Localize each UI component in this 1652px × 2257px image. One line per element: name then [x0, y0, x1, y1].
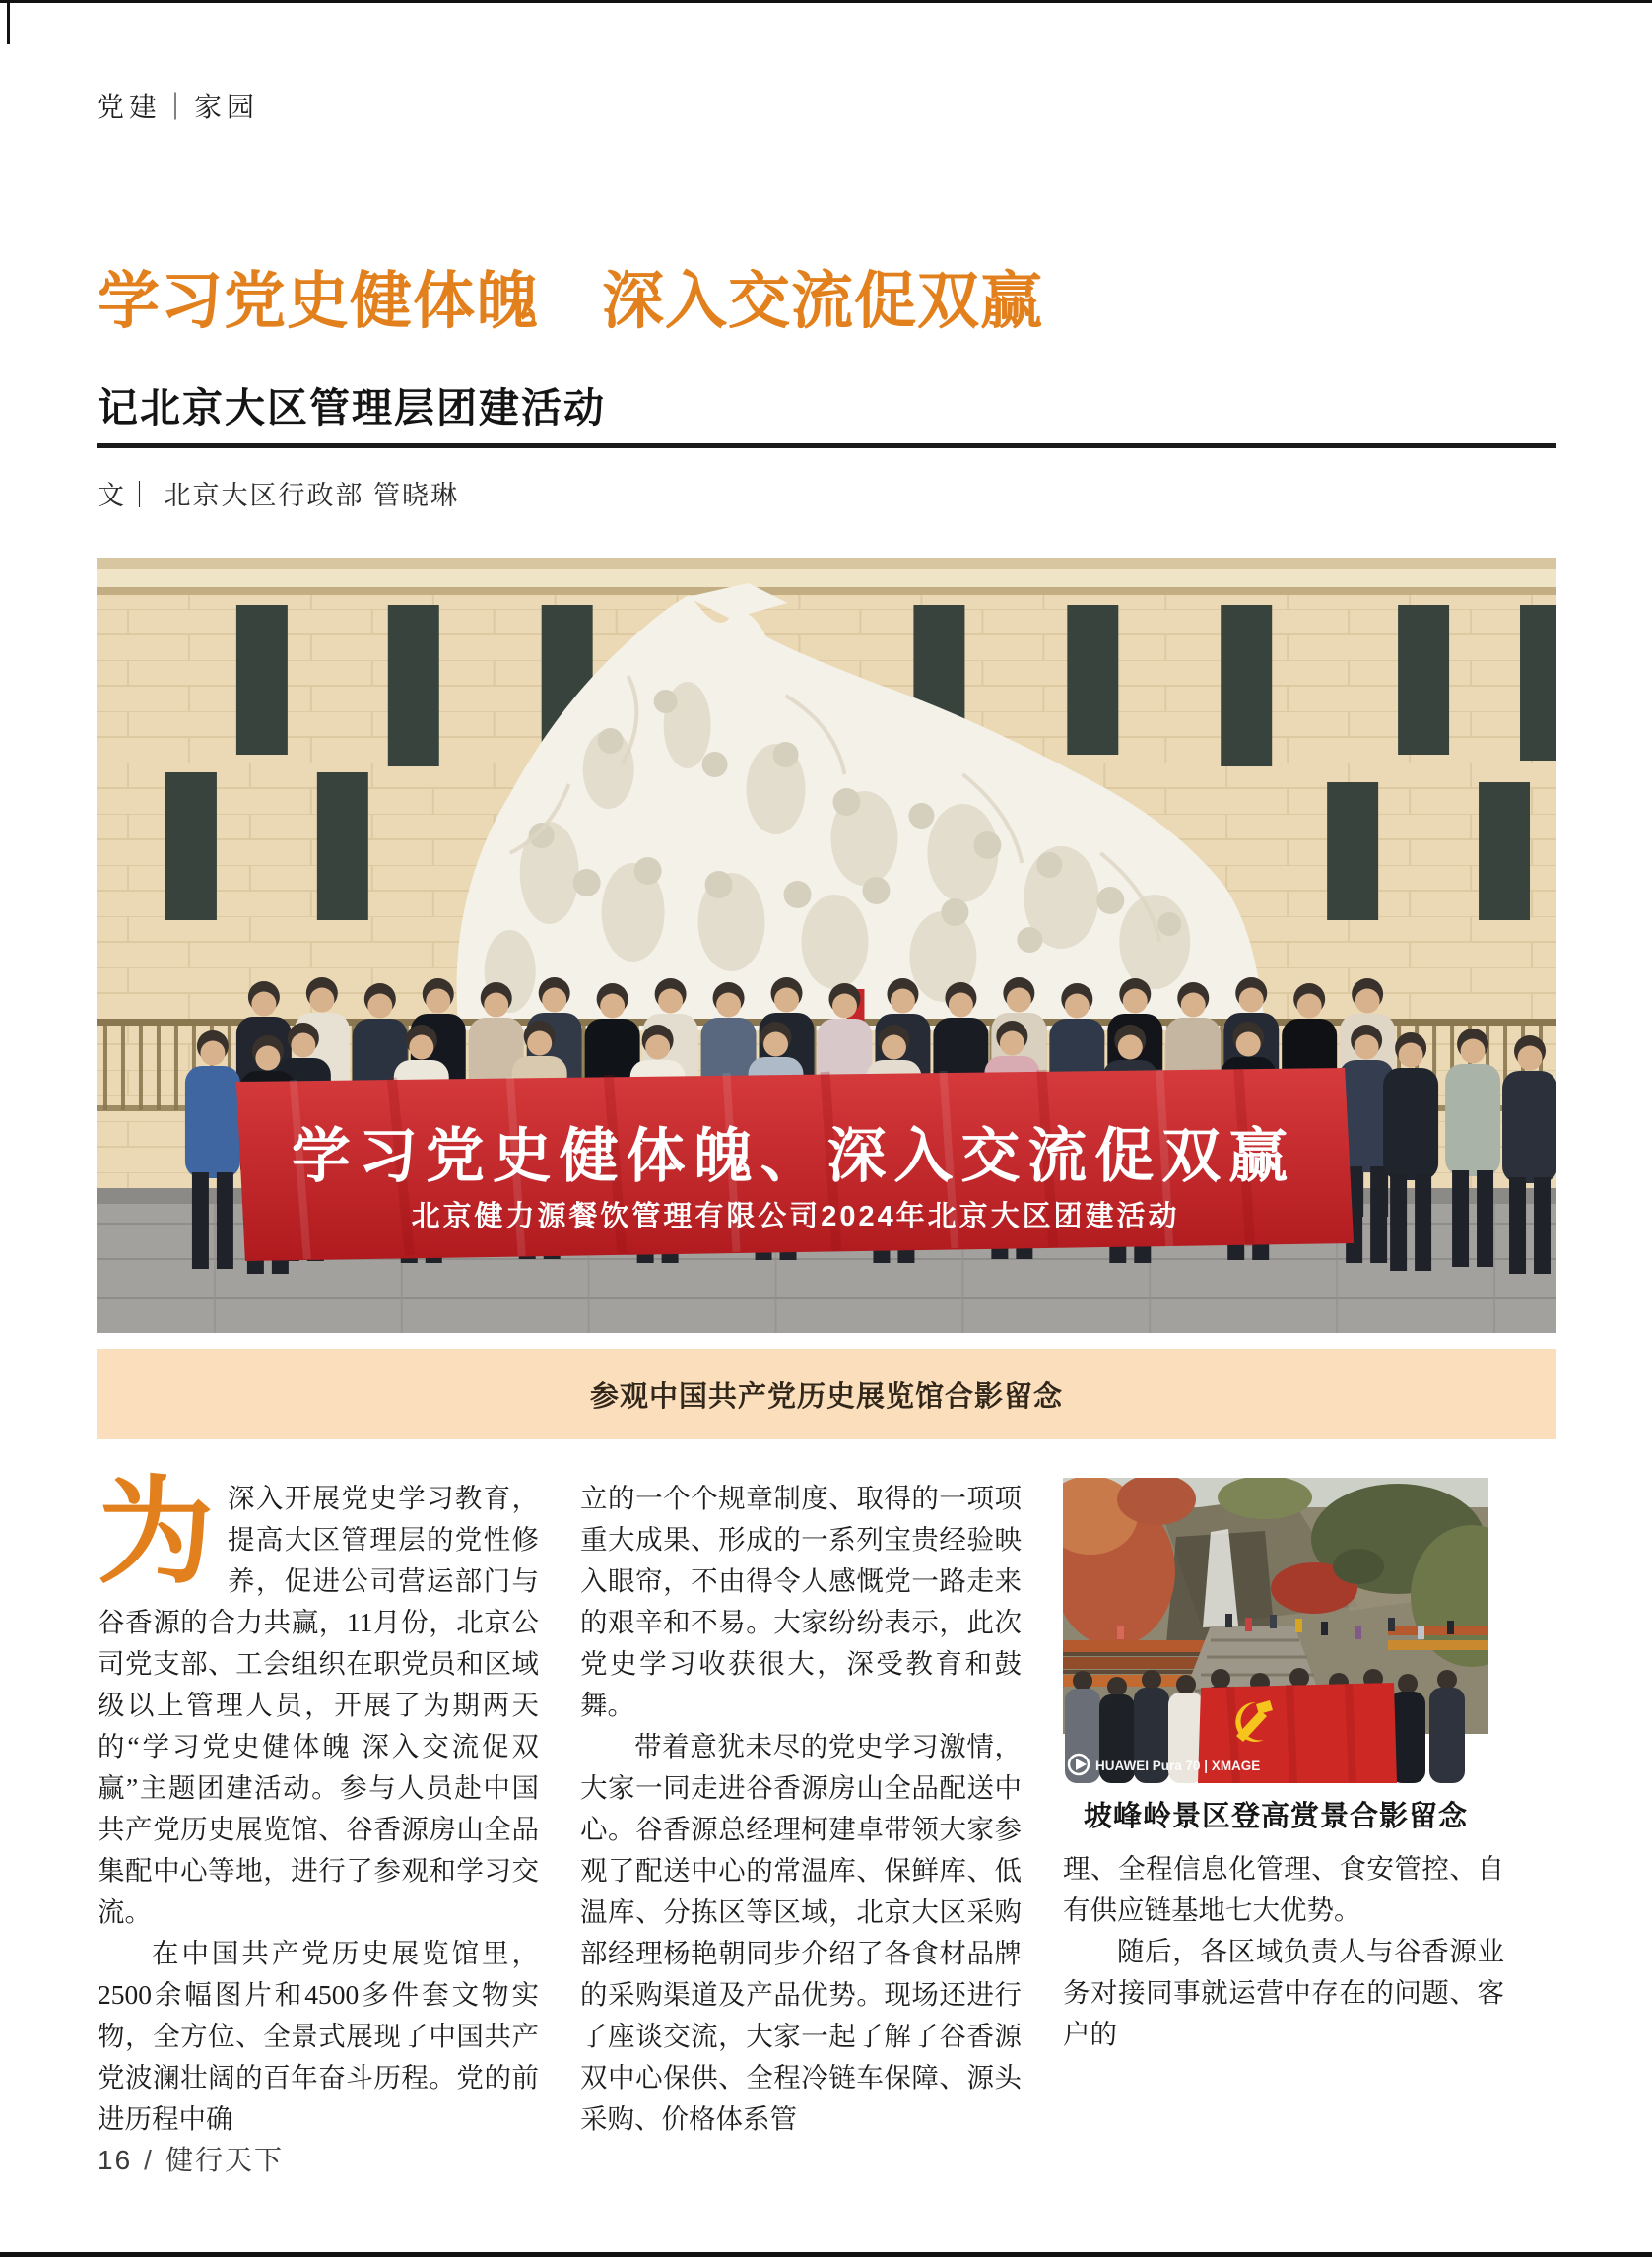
page-number: 16: [98, 2145, 133, 2175]
paragraph: 随后，各区域负责人与谷香源业务对接同事就运营中存在的问题、客户的: [1063, 1936, 1504, 2049]
text-column-2: [580, 1478, 1022, 2140]
page-footer: [98, 2139, 284, 2178]
paragraph-text: 深入开展党史学习教育，提高大区管理层的党性修养，促进公司营运部门与谷香源的合力共赢，11月份，北京公司党支部、工会组织在职党员和区域级以上管理人员，开展了为期两天的“学习党史健体魄 深入交流促双赢”主题团建活动。参与人员赴中国共产党历史展览馆、谷香源房山全品集配中心等地，进行了参观和学习交流。: [98, 1483, 539, 1927]
byline: 文｜ 北京大区行政部 管晓琳: [98, 481, 460, 510]
side-photo-caption: 坡峰岭景区登高赏景合影留念: [1083, 1801, 1468, 1832]
article-title: 学习党史健体魄 深入交流促双赢: [98, 267, 1043, 336]
paragraph: 立的一个个规章制度、取得的一项项重大成果、形成的一系列宝贵经验映入眼帘，不由得令人感慨党一路走来的艰辛和不易。大家纷纷表示，此次党史学习收获很大，深受教育和鼓舞。: [580, 1483, 1022, 1720]
paragraph: 带着意犹未尽的党史学习激情，大家一同走进谷香源房山全品配送中心。谷香源总经理柯建卓带领大家参观了配送中心的常温库、保鲜库、低温库、分拣区等区域，北京大区采购部经理杨艳朝同步介绍了各食材品牌的采购渠道及产品优势。现场还进行了座谈交流，大家一起了解了谷香源双中心保供、全程冷链车保障、源头采购、价格体系管: [580, 1731, 1022, 2134]
page-corner-mark: [7, 3, 10, 44]
drop-cap: 为: [98, 1469, 215, 1598]
museum-group-photo-illustration: [97, 558, 1556, 1333]
text-column-1: [98, 1469, 539, 2140]
section-label: 党建｜家园: [97, 92, 260, 122]
watermark-text: HUAWEI Pura 70 | XMAGE: [1095, 1759, 1261, 1773]
main-photo: [97, 558, 1556, 1333]
article-body: [98, 1469, 1504, 2140]
side-photo: [1063, 1478, 1488, 1783]
article-subtitle: 记北京大区管理层团建活动: [98, 385, 606, 431]
main-photo-caption: 参观中国共产党历史展览馆合影留念: [589, 1380, 1063, 1413]
mountain-group-photo-illustration: [1063, 1478, 1488, 1783]
divider-rule: [97, 443, 1556, 448]
main-photo-caption-band: [97, 1349, 1556, 1439]
paragraph: [98, 1469, 539, 1933]
magazine-name: 健行天下: [165, 2145, 284, 2175]
banner-slogan: 学习党史健体魄、深入交流促双赢: [291, 1122, 1296, 1190]
text-column-3: [1063, 1478, 1504, 2140]
footer-separator: /: [144, 2145, 154, 2175]
banner-subtitle: 北京健力源餐饮管理有限公司2024年北京大区团建活动: [411, 1200, 1180, 1233]
paragraph: 理、全程信息化管理、食安管控、自有供应链基地七大优势。: [1063, 1853, 1504, 1925]
paragraph: 在中国共产党历史展览馆里，2500余幅图片和4500多件套文物实物，全方位、全景式展现了中国共产党波澜壮阔的百年奋斗历程。党的前进历程中确: [98, 1938, 539, 2134]
red-banner: [236, 1068, 1354, 1261]
